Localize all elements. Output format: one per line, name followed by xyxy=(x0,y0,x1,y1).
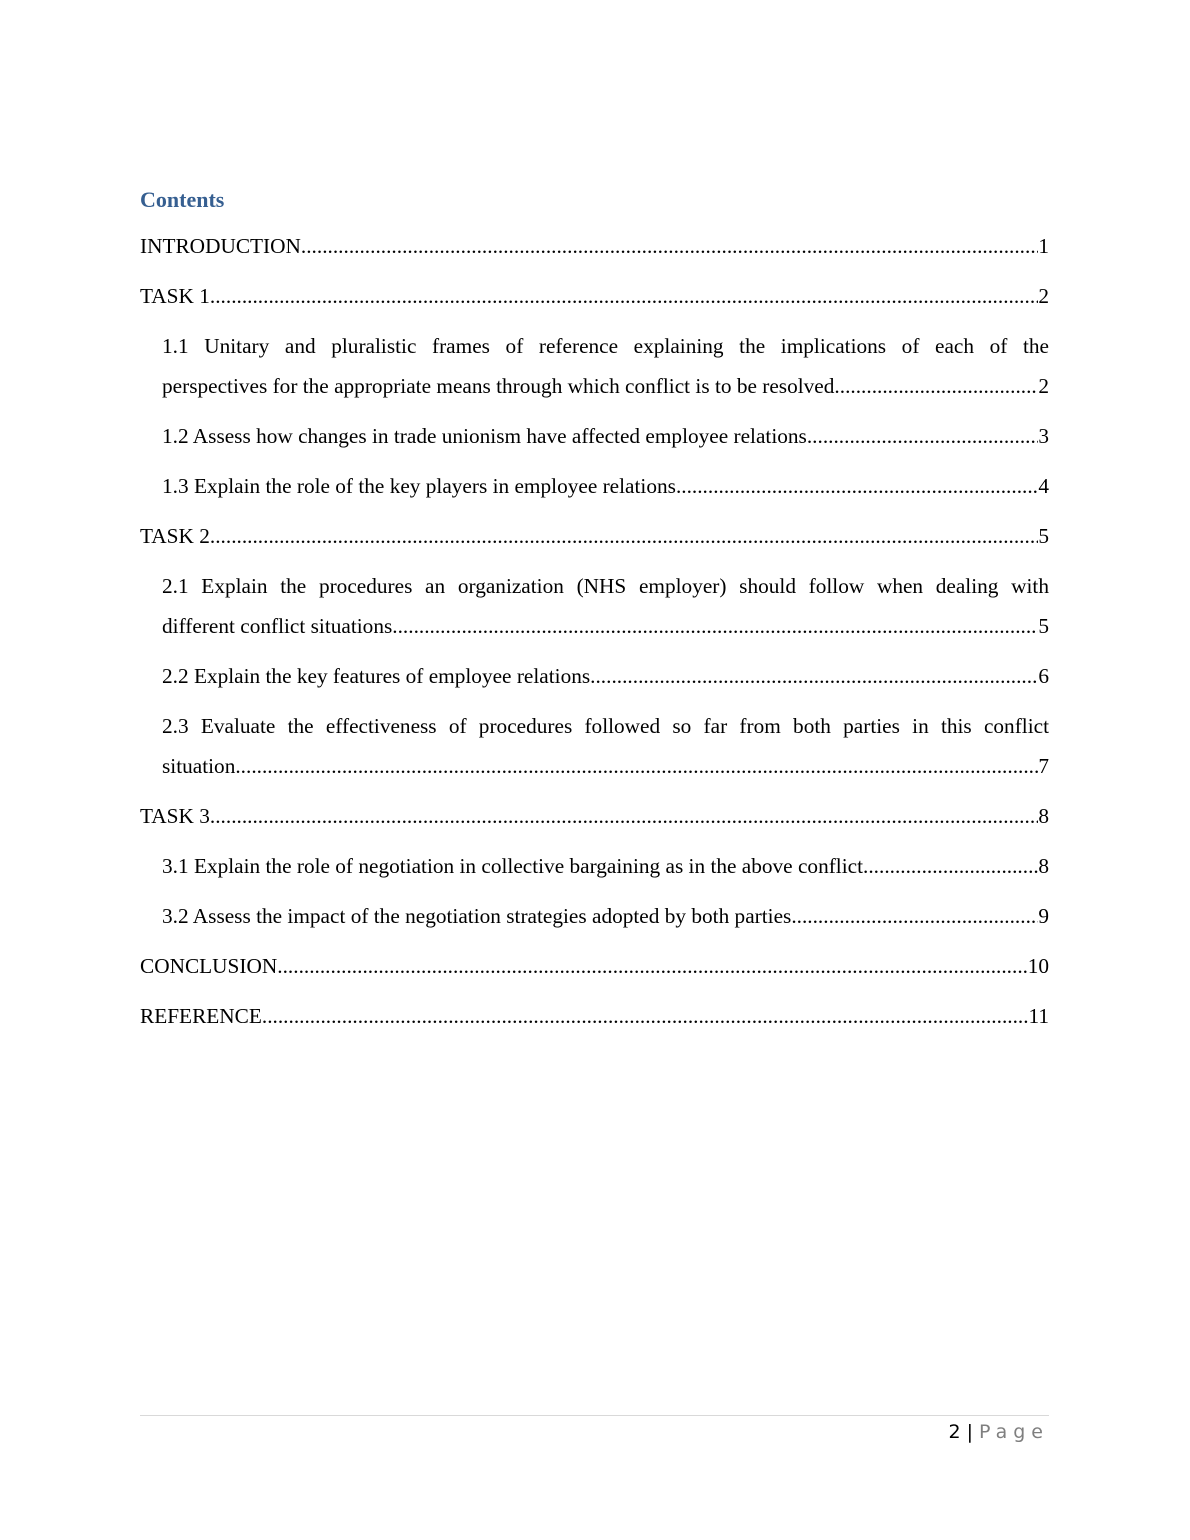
toc-entry[interactable] xyxy=(140,656,1049,696)
toc-entry[interactable] xyxy=(140,846,1049,886)
toc-entry-title: situation xyxy=(162,754,236,778)
toc-leader xyxy=(210,796,1038,836)
toc-leader xyxy=(834,366,1038,406)
toc-entry-title-line1: 2.1 Explain the procedures an organization (NHS employer) should follow when dealing with xyxy=(162,574,1049,598)
toc-leader xyxy=(235,746,1038,786)
toc-page-number: 8 xyxy=(1038,854,1049,878)
page-number: 2 xyxy=(948,1421,961,1443)
toc-leader xyxy=(791,896,1038,936)
toc-entry-title: 1.3 Explain the role of the key players in employee relations xyxy=(162,474,676,498)
toc-leader xyxy=(210,516,1038,556)
toc-page-number: 5 xyxy=(1038,614,1049,638)
toc-entry-title: 3.2 Assess the impact of the negotiation strategies adopted by both parties xyxy=(162,904,792,928)
toc-entry[interactable] xyxy=(140,516,1049,556)
toc-entry-title: 3.1 Explain the role of negotiation in collective bargaining as in the above conflict xyxy=(162,854,864,878)
toc-entry[interactable] xyxy=(140,466,1049,506)
toc-leader xyxy=(301,226,1038,266)
toc-leader xyxy=(277,946,1027,986)
toc-leader xyxy=(590,656,1038,696)
toc-leader xyxy=(262,996,1029,1036)
toc-entry-title: different conflict situations xyxy=(162,614,393,638)
toc-entry-title-line1: 2.3 Evaluate the effectiveness of procedures followed so far from both parties in this conflict xyxy=(162,714,1049,738)
toc-entry-title: CONCLUSION xyxy=(140,954,278,978)
toc-page-number: 5 xyxy=(1038,524,1049,548)
toc-entry[interactable] xyxy=(140,796,1049,836)
toc-leader xyxy=(392,606,1038,646)
toc-page-number: 10 xyxy=(1027,954,1049,978)
footer-divider xyxy=(140,1415,1049,1416)
toc-entry-title: TASK 3 xyxy=(140,804,210,828)
toc-entry-title-line1: 1.1 Unitary and pluralistic frames of reference explaining the implications of each of the xyxy=(162,334,1049,358)
page-label: Page xyxy=(979,1421,1049,1443)
toc-leader xyxy=(676,466,1038,506)
toc-entry-title: INTRODUCTION xyxy=(140,234,301,258)
toc-entry[interactable] xyxy=(140,326,1049,406)
toc-entry-title: TASK 1 xyxy=(140,284,210,308)
toc-leader xyxy=(863,846,1038,886)
toc-entry[interactable] xyxy=(140,946,1049,986)
toc-entry[interactable] xyxy=(140,566,1049,646)
toc-page-number: 8 xyxy=(1038,804,1049,828)
toc-page-number: 2 xyxy=(1038,374,1049,398)
toc-entry[interactable] xyxy=(140,896,1049,936)
toc-page-number: 9 xyxy=(1038,904,1049,928)
toc-page-number: 4 xyxy=(1038,474,1049,498)
toc-entry-title: perspectives for the appropriate means through which conflict is to be resolved xyxy=(162,374,835,398)
toc-page-number: 3 xyxy=(1038,424,1049,448)
toc-page-number: 6 xyxy=(1038,664,1049,688)
toc-page-number: 1 xyxy=(1038,234,1049,258)
toc-page-number: 7 xyxy=(1038,754,1049,778)
footer-separator: | xyxy=(966,1421,973,1443)
toc-leader xyxy=(210,276,1038,316)
toc-entry[interactable] xyxy=(140,276,1049,316)
toc-leader xyxy=(807,416,1038,456)
toc-entry-title: REFERENCE xyxy=(140,1004,262,1028)
toc-entry[interactable] xyxy=(140,706,1049,786)
toc-page-number: 2 xyxy=(1038,284,1049,308)
toc-entry-title: TASK 2 xyxy=(140,524,210,548)
toc-entry-title: 1.2 Assess how changes in trade unionism have affected employee relations xyxy=(162,424,807,448)
page-footer xyxy=(949,1419,1050,1445)
toc-entry[interactable] xyxy=(140,996,1049,1036)
toc-heading: Contents xyxy=(140,187,225,212)
toc-entry[interactable] xyxy=(140,416,1049,456)
table-of-contents xyxy=(140,186,1049,1046)
toc-page-number: 11 xyxy=(1028,1004,1049,1028)
toc-entry-title: 2.2 Explain the key features of employee relations xyxy=(162,664,591,688)
toc-entry[interactable] xyxy=(140,226,1049,266)
